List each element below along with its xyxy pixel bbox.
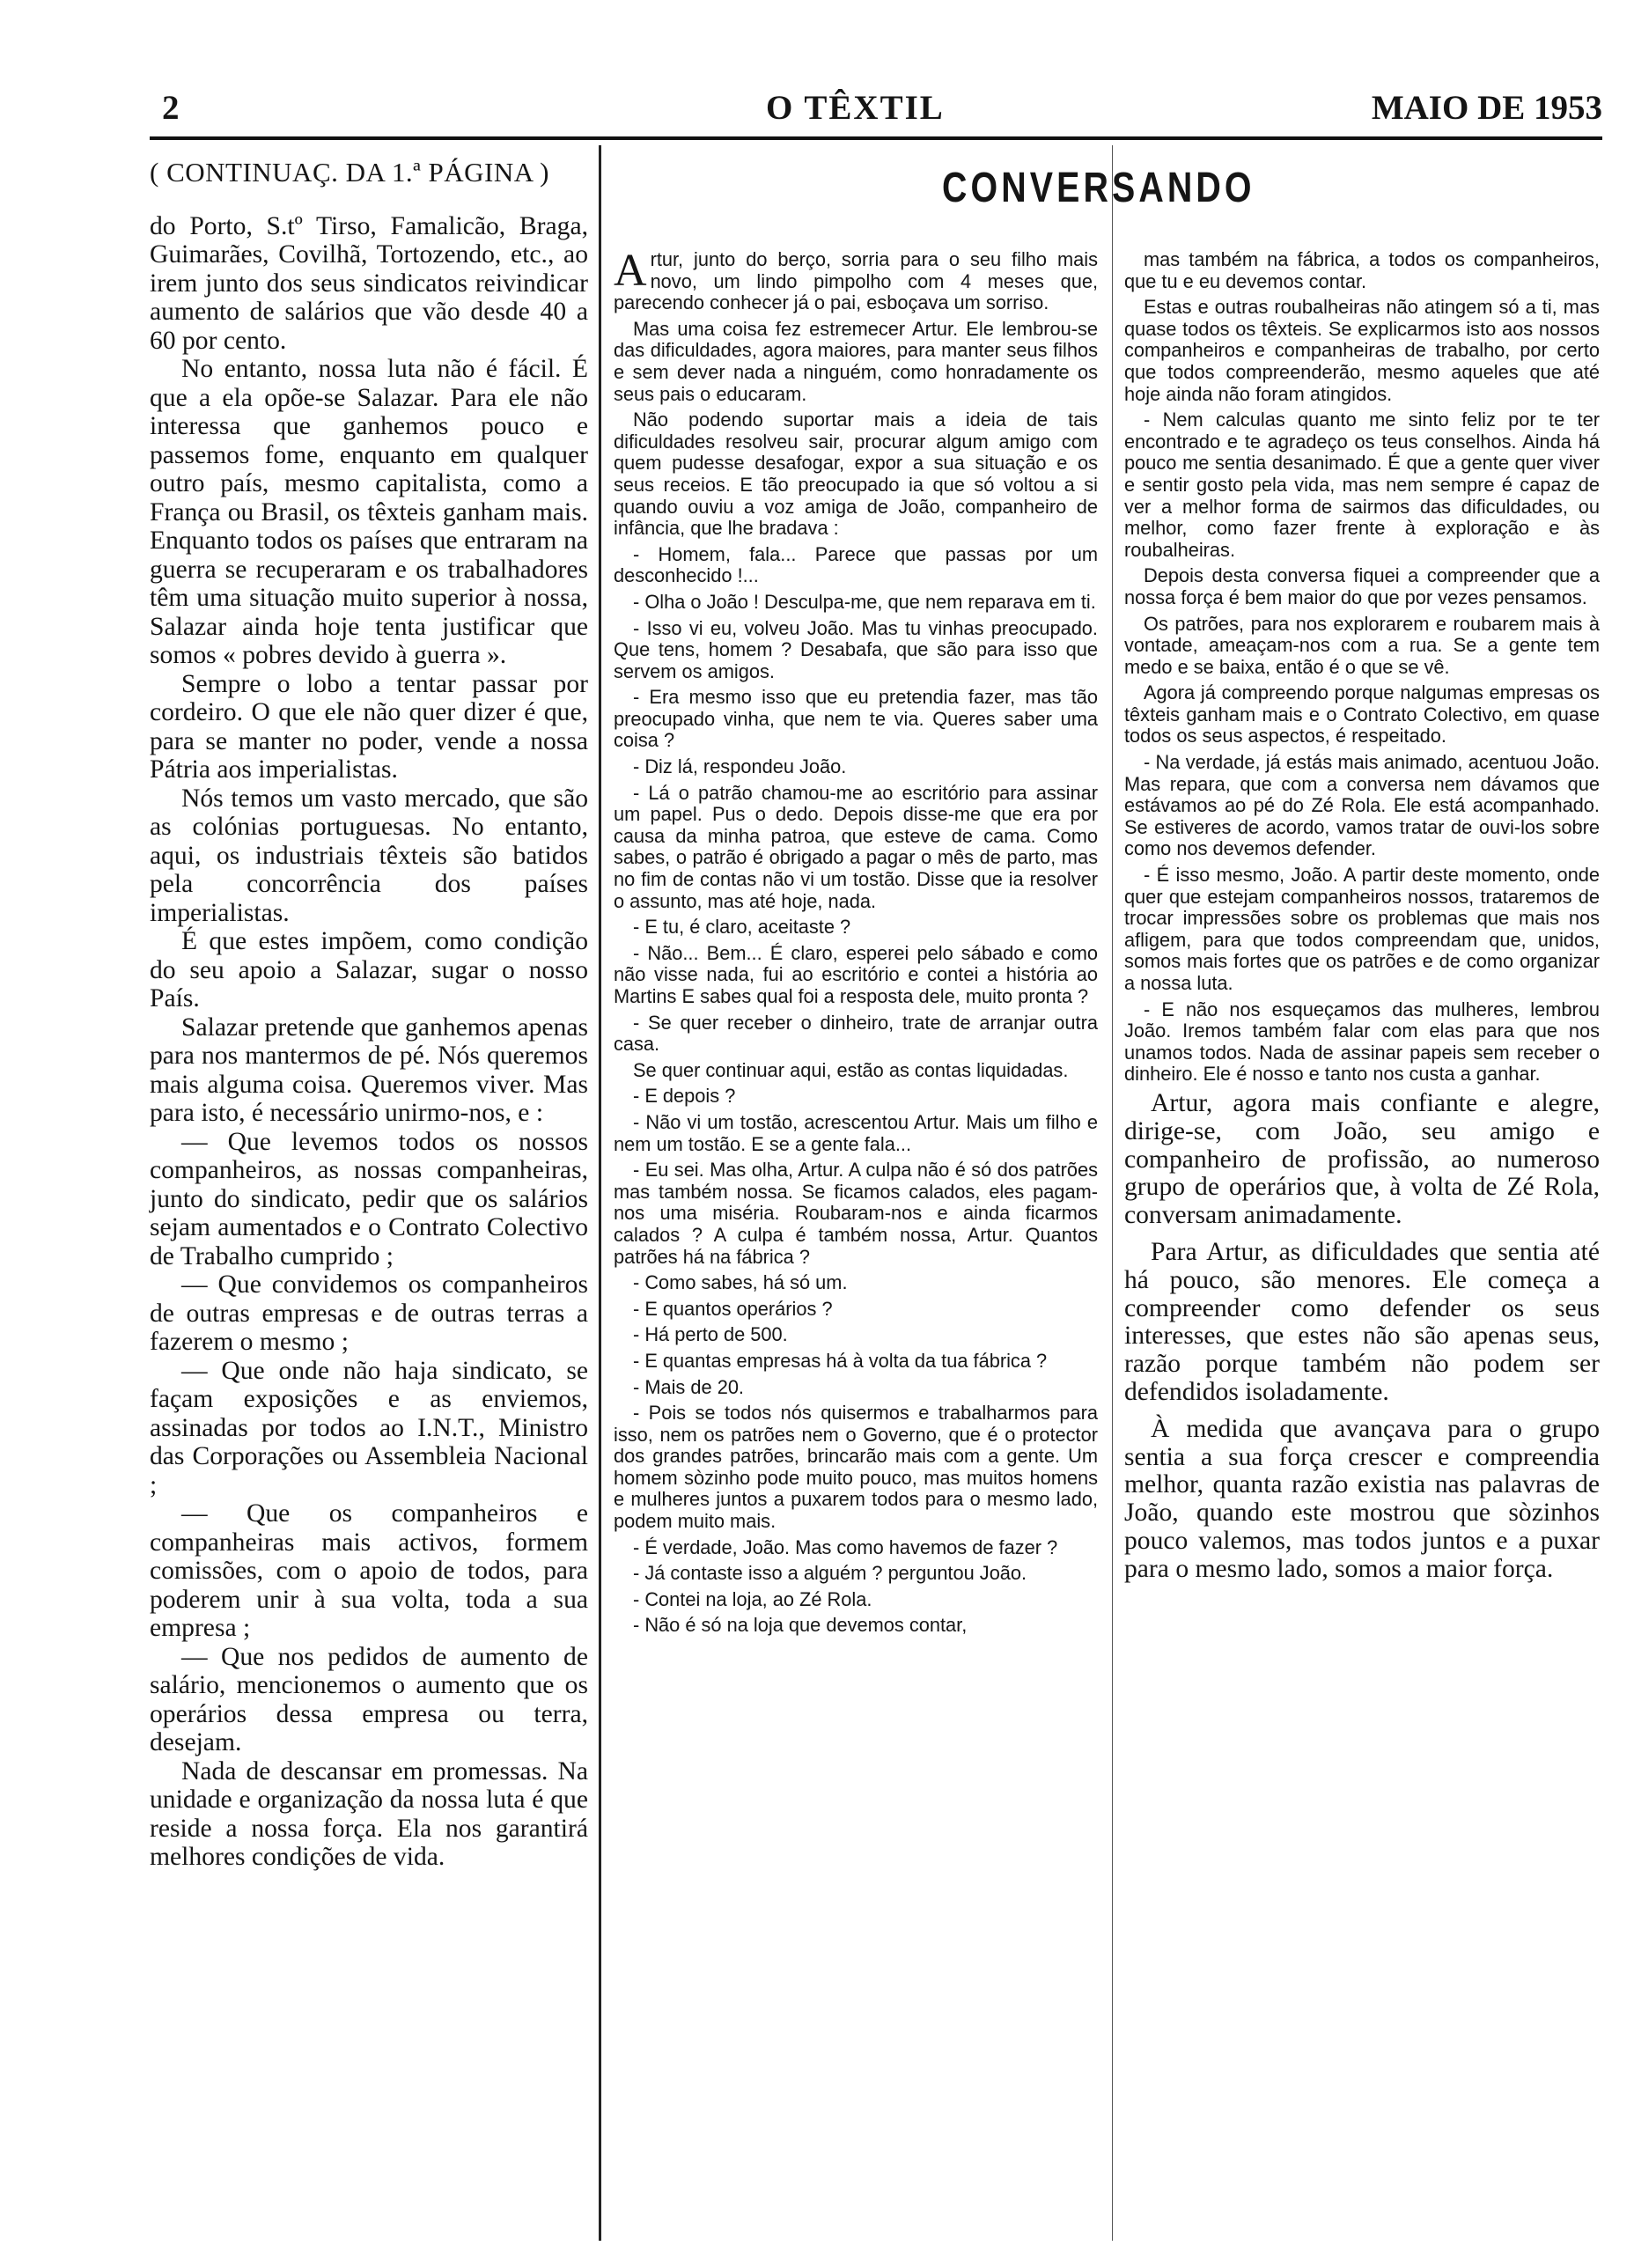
paragraph: — Que nos pedidos de aumento de salário, mencionemos o aumento que os operários dessa empresa ou terra, desejam. — [150, 1642, 588, 1756]
paragraph: - E quantos operários ? — [633, 1297, 833, 1320]
column-divider-2 — [1112, 145, 1113, 2241]
paragraph: - E tu, é claro, aceitaste ? — [633, 916, 851, 939]
continuation-label: ( CONTINUAÇ. DA 1.ª PÁGINA ) — [150, 157, 549, 188]
paragraph: - Já contaste isso a alguém ? perguntou João. — [633, 1562, 1027, 1585]
paragraph: Agora já compreendo porque nalgumas empresas os têxteis ganham mais e o Contrato Colectivo, em quase todos os seus aspectos, é respeitado. — [1124, 681, 1600, 747]
paragraph: — Que convidemos os companheiros de outras empresas e de outras terras a fazerem o mesmo ; — [150, 1270, 588, 1356]
paragraph: Depois desta conversa fiquei a compreender que a nossa força é bem maior do que por vezes pensamos. — [1124, 564, 1600, 608]
paragraph: - Na verdade, já estás mais animado, acentuou João. Mas repara, que com a conversa nem dávamos que estávamos ao pé do Zé Rola. Ele está acompanhado. Se estiveres de acordo, vamos tratar de ouvi-los sobre como nos devemos defender. — [1124, 751, 1600, 860]
paragraph: Se quer continuar aqui, estão as contas liquidadas. — [633, 1058, 1069, 1081]
paragraph: Mas uma coisa fez estremecer Artur. Ele lembrou-se das dificuldades, agora maiores, para manter seus filhos e sem dever nada a ninguém, como honradamente os seus pais o educaram. — [614, 317, 1098, 405]
paragraph: Para Artur, as dificuldades que sentia até há pouco, são menores. Ele começa a compreender como defender os seus interesses, que estes não são apenas seus, razão porque também não podem ser defendidos isoladamente. — [1124, 1237, 1600, 1406]
column-divider-1 — [599, 145, 601, 2241]
paragraph: - É isso mesmo, João. A partir deste momento, onde quer que estejam companheiros nossos, trataremos de trocar impressões sobre os problemas que mais nos afligem, para que todos compreendam que, unidos, somos mais fortes que os patrões e de como organizar a nossa luta. — [1124, 864, 1600, 994]
paragraph: do Porto, S.tº Tirso, Famalicão, Braga, Guimarães, Covilhã, Tortozendo, etc., ao irem junto dos seus sindicatos reivindicar aumento de salários que vão desde 40 a 60 por cento. — [150, 211, 588, 355]
paragraph: Nós temos um vasto mercado, que são as colónias portuguesas. No entanto, aqui, os industriais têxteis são batidos pela concorrência dos países imperialistas. — [150, 784, 588, 927]
paragraph: Artur, agora mais confiante e alegre, dirige-se, com João, seu amigo e companheiro de profissão, ao numeroso grupo de operários que, à volta de Zé Rola, conversam animadamente. — [1124, 1088, 1600, 1230]
masthead-rule — [150, 136, 1602, 140]
paragraph: - Como sabes, há só um. — [633, 1271, 848, 1294]
article-headline: CONVERSANDO — [942, 165, 1255, 211]
paragraph: - Olha o João ! Desculpa-me, que nem reparava em ti. — [633, 590, 1096, 613]
paragraph: — Que onde não haja sindicato, se façam exposições e as enviemos, assinadas por todos ao I.N.T., Ministro das Corporações ou Assembleia Nacional ; — [150, 1356, 588, 1499]
paragraph: - Não... Bem... É claro, esperei pelo sábado e como não visse nada, fui ao escritório e contei a história ao Martins E sabes qual foi a resposta dele, muito pronta ? — [614, 941, 1098, 1007]
paragraph: - Lá o patrão chamou-me ao escritório para assinar um papel. Pus o dedo. Depois disse-me que era por causa da minha patroa, que esteve de cama. Como sabes, o patrão é obrigado a pagar o mês de parto, mas no fim de contas não vi um tostão. Disse que ia resolver o assunto, mas até hoje, nada. — [614, 781, 1098, 912]
paragraph: - Era mesmo isso que eu pretendia fazer, mas tão preocupado vinha, que nem te via. Queres saber uma coisa ? — [614, 686, 1098, 752]
paragraph: Estas e outras roubalheiras não atingem só a ti, mas quase todos os têxteis. Se explicarmos isto aos nossos companheiros e companheiras de trabalho, por certo que todos compreenderão, mesmo aqueles que até hoje ainda não foram atingidos. — [1124, 296, 1600, 405]
paragraph: À medida que avançava para o grupo sentia a sua força crescer e compreendia melhor, quanta razão existia nas palavras de João, quando este mostrou que sòzinhos pouco valemos, mas todos juntos e a puxar para o mesmo lado, somos a maior força. — [1124, 1414, 1600, 1583]
paragraph: - Nem calculas quanto me sinto feliz por te ter encontrado e te agradeço os teus conselhos. Ainda há pouco me sentia desanimado. É que a gente quer viver e sentir gosto pela vida, mas nem sempre é capaz de ver a melhor forma de sairmos das dificuldades, ou melhor, como fazer frente à exploração e às roubalheiras. — [1124, 409, 1600, 561]
paragraph: — Que levemos todos os nossos companheiros, as nossas companheiras, junto do sindicato, pedir que os salários sejam aumentados e o Contrato Colectivo de Trabalho cumprido ; — [150, 1127, 588, 1270]
paragraph: - Não é só na loja que devemos contar, — [633, 1614, 968, 1637]
article-column-2 — [1124, 249, 1600, 1593]
paragraph: Os patrões, para nos explorarem e roubarem mais à vontade, ameaçam-nos com a rua. Se a gente tem medo e se baixa, então é o que se vê. — [1124, 612, 1600, 678]
paragraph: - Homem, fala... Parece que passas por um desconhecido !... — [614, 542, 1098, 587]
paragraph: Sempre o lobo a tentar passar por cordeiro. O que ele não quer dizer é que, para se manter no poder, vende a nossa Pátria aos imperialistas. — [150, 669, 588, 784]
paragraph: - Diz lá, respondeu João. — [633, 755, 847, 778]
paragraph: - E não nos esqueçamos das mulheres, lembrou João. Iremos também falar com elas para que nos unamos todos. Nada de assinar papeis sem receber o dinheiro. Ele é nosso e tanto nos custa a ganhar. — [1124, 998, 1600, 1086]
paragraph: - E quantas empresas há à volta da tua fábrica ? — [633, 1349, 1048, 1372]
continuation-column — [150, 158, 588, 1872]
paragraph: Nada de descansar em promessas. Na unidade e organização da nossa luta é que reside a nossa força. Ela nos garantirá melhores condições de vida. — [150, 1756, 588, 1871]
paragraph: Não podendo suportar mais a ideia de tais dificuldades resolveu sair, procurar algum amigo com quem pudesse desafogar, expor a sua situação e os seus receios. E tão preocupado ia que só voltou a si quando ouviu a voz amiga de João, companheiro de infância, que lhe bradava : — [614, 409, 1098, 540]
paragraph: — Que os companheiros e companheiras mais activos, formem comissões, com o apoio de todos, para poderem unir à sua volta, toda a sua empresa ; — [150, 1499, 588, 1642]
paragraph: - É verdade, João. Mas como havemos de fazer ? — [633, 1535, 1058, 1558]
paragraph: É que estes impõem, como condição do seu apoio a Salazar, sugar o nosso País. — [150, 927, 588, 1012]
paragraph: - Há perto de 500. — [633, 1323, 788, 1346]
paragraph: - Pois se todos nós quisermos e trabalharmos para isso, nem os patrões nem o Governo, que é o protector dos grandes patrões, brincarão mais com a gente. Um homem sòzinho pode muito pouco, mas muitos homens e mulheres juntos a puxarem todos para o mesmo lado, podem muito mais. — [614, 1402, 1098, 1533]
paragraph: - Contei na loja, ao Zé Rola. — [633, 1587, 872, 1610]
paragraph: - Isso vi eu, volveu João. Mas tu vinhas preocupado. Que tens, homem ? Desabafa, que são para isso que servem os amigos. — [614, 616, 1098, 682]
paragraph: - Não vi um tostão, acrescentou Artur. Mais um filho e nem um tostão. E se a gente fala... — [614, 1110, 1098, 1155]
paragraph: Salazar pretende que ganhemos apenas para nos mantermos de pé. Nós queremos mais alguma coisa. Queremos viver. Mas para isto, é necessário unirmo-nos, e : — [150, 1012, 588, 1127]
page-number: 2 — [162, 89, 180, 127]
newspaper-title: O TÊXTIL — [766, 89, 945, 127]
paragraph: - Eu sei. Mas olha, Artur. A culpa não é só dos patrões mas também nossa. Se ficamos calados, eles pagam-nos uma miséria. Roubaram-nos e ainda ficarmos calados ? A culpa é também nossa, Artur. Quantos patrões há na fábrica ? — [614, 1159, 1098, 1268]
paragraph: No entanto, nossa luta não é fácil. É que a ela opõe-se Salazar. Para ele não interessa que ganhemos pouco e passemos fome, enquanto em qualquer outro país, mesmo capitalista, como a França ou Brasil, os têxteis ganham mais. Enquanto todos os países que entraram na guerra se recuperaram e os trabalhadores têm uma situação muito superior à nossa, Salazar ainda hoje tenta justificar que somos « pobres devido à guerra ». — [150, 355, 588, 669]
paragraph: Artur, junto do berço, sorria para o seu filho mais novo, um lindo pimpolho com 4 meses que, parecendo conhecer já o pai, esboçava um sorriso. — [614, 246, 1098, 314]
masthead — [150, 88, 1602, 141]
paragraph: - Se quer receber o dinheiro, trate de arranjar outra casa. — [614, 1011, 1098, 1056]
paragraph: - Mais de 20. — [633, 1375, 744, 1398]
paragraph: mas também na fábrica, a todos os companheiros, que tu e eu devemos contar. — [1124, 248, 1600, 292]
issue-date: MAIO DE 1953 — [1371, 89, 1602, 127]
paragraph: - E depois ? — [633, 1085, 736, 1108]
article-column-1 — [614, 246, 1098, 1641]
